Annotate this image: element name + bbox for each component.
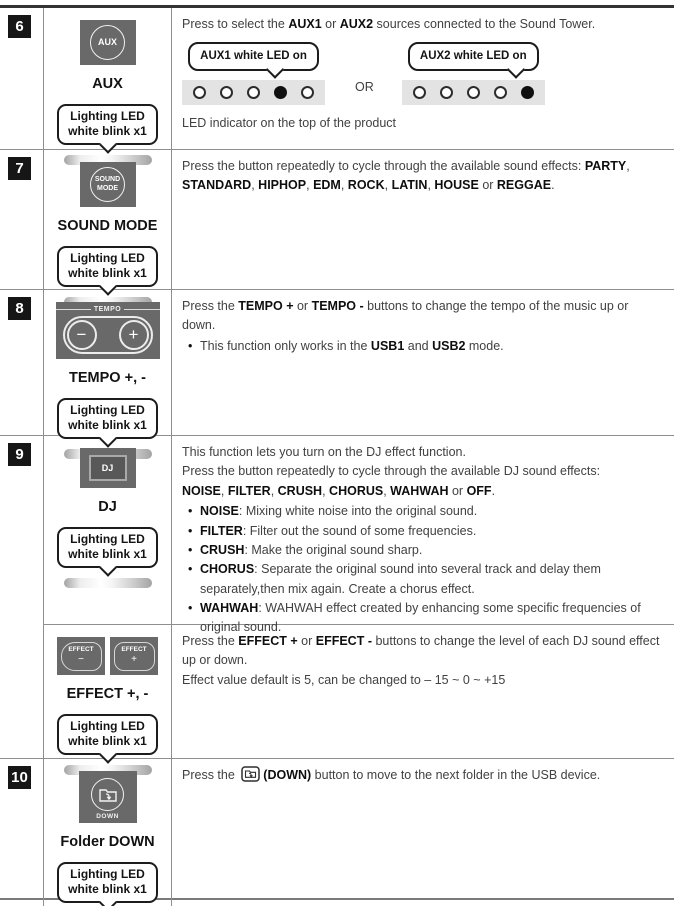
text-segment: Effect value default is 5, can be changed to – 15 ~ 0 ~ +15 xyxy=(182,672,506,687)
text-segment: EFFECT - xyxy=(315,634,372,648)
list-item xyxy=(182,522,662,541)
text-segment: FILTER xyxy=(200,523,243,538)
text-segment: EDM xyxy=(313,178,341,193)
bullet-marker: • xyxy=(188,338,193,353)
text-segment: This function lets you turn on the DJ effect function. xyxy=(182,445,466,459)
sound-mode-description xyxy=(182,157,662,196)
text-segment: CHORUS xyxy=(200,562,255,577)
aux1-led-group xyxy=(182,42,325,104)
folder-down-button-label: Folder DOWN xyxy=(60,834,155,850)
text-segment: or xyxy=(293,299,312,313)
text-segment: mode. xyxy=(465,338,504,353)
sound-mode-description-cell xyxy=(172,150,674,307)
text-segment: Press to select the xyxy=(182,17,289,31)
bullet-marker: • xyxy=(188,601,193,615)
row-tempo xyxy=(0,290,674,436)
text-segment: ROCK xyxy=(347,178,385,193)
tempo-minus-button: − xyxy=(67,320,97,350)
aux1-led-callout: AUX1 white LED on xyxy=(188,42,319,70)
text-segment: : Filter out the sound of some frequencies. xyxy=(242,523,477,538)
row-sound-mode xyxy=(0,150,674,290)
text-segment: Press the button repeatedly to cycle through the available DJ sound effects: xyxy=(182,464,601,479)
text-segment: (DOWN) xyxy=(263,768,312,782)
aux2-led-row xyxy=(402,80,545,105)
text-segment: , xyxy=(220,483,228,498)
subrow-dj xyxy=(44,436,674,635)
led-dot-off xyxy=(193,86,206,99)
text-segment: : Mixing white noise into the original sound. xyxy=(238,504,478,519)
text-segment: : Separate the original sound into several track and delay them separately,then mix again. Create a chorus effect. xyxy=(200,562,601,596)
step-number-badge: 10 xyxy=(8,766,31,789)
sound-mode-button-image xyxy=(80,162,136,207)
text-segment: Press the xyxy=(182,634,239,648)
text-segment: : WAHWAH effect created by enhancing some specific frequencies of original sound. xyxy=(200,601,641,635)
text-segment: or xyxy=(478,178,497,193)
lighting-led-callout: Lighting LED white blink x1 xyxy=(57,714,158,755)
text-segment: , xyxy=(251,178,259,193)
folder-down-button-image xyxy=(79,771,137,823)
text-segment: CRUSH xyxy=(200,542,245,557)
list-item xyxy=(182,541,662,560)
effect-minus-icon: EFFECT − xyxy=(61,642,102,671)
text-segment: Press the xyxy=(182,299,239,313)
step-number-badge: 8 xyxy=(8,297,31,320)
bullet-marker: • xyxy=(188,523,193,538)
folder-down-description-cell xyxy=(172,759,674,906)
aux-description xyxy=(182,15,662,34)
step-number-badge: 7 xyxy=(8,157,31,180)
tempo-pill-outline xyxy=(63,316,153,354)
led-dot-off xyxy=(440,86,453,99)
down-caption: DOWN xyxy=(96,812,119,820)
dj-button-cell xyxy=(44,436,172,638)
text-segment: or xyxy=(448,483,467,498)
text-segment: , xyxy=(322,483,330,498)
lighting-led-callout: Lighting LED white blink x1 xyxy=(57,398,158,439)
led-note: LED indicator on the top of the product xyxy=(182,115,397,130)
text-segment: buttons to change the level of each DJ sound effect up or down. xyxy=(182,634,660,668)
lighting-led-callout: Lighting LED white blink x1 xyxy=(57,527,158,568)
row-dj-effect xyxy=(0,436,674,759)
led-indicator-demo xyxy=(182,42,662,104)
dj-description-line1 xyxy=(182,443,662,462)
dj-description-line2 xyxy=(182,462,662,481)
text-segment: USB1 xyxy=(370,338,405,353)
step-number-badge: 9 xyxy=(8,443,31,466)
led-strip-image xyxy=(64,578,152,588)
folder-down-button-icon xyxy=(91,778,124,811)
divider xyxy=(124,309,159,310)
function-table xyxy=(0,5,674,900)
sound-mode-button-icon: SOUND MODE xyxy=(90,167,125,202)
dj-effect-subrows xyxy=(44,436,674,758)
dj-effects-list xyxy=(182,502,662,638)
subrow-effect xyxy=(44,625,674,758)
aux-button-cell xyxy=(44,8,172,165)
step-number-cell xyxy=(0,759,44,906)
text-segment: NOISE xyxy=(182,483,221,498)
tempo-button-cell xyxy=(44,290,172,459)
text-segment: HOUSE xyxy=(434,178,479,193)
list-item xyxy=(182,502,662,521)
effect-minus-button xyxy=(57,637,105,675)
text-segment: HIPHOP xyxy=(258,178,307,193)
step-number-cell xyxy=(0,8,44,165)
aux-description-cell xyxy=(172,8,674,165)
folder-down-button-cell xyxy=(44,759,172,906)
or-label: OR xyxy=(355,80,374,95)
aux2-led-group xyxy=(402,42,545,104)
tempo-button-label: TEMPO +, - xyxy=(69,370,146,386)
text-segment: TEMPO + xyxy=(238,299,294,313)
row-folder-down xyxy=(0,759,674,898)
text-segment: buttons to change the tempo of the music up or down. xyxy=(182,299,629,333)
led-dot-on xyxy=(521,86,534,99)
text-segment: TEMPO - xyxy=(311,299,364,313)
effect-plus-button xyxy=(110,637,158,675)
text-segment: button to move to the next folder in the USB device. xyxy=(311,768,601,782)
text-segment: USB2 xyxy=(432,338,466,353)
step-number-badge: 6 xyxy=(8,15,31,38)
bullet-marker: • xyxy=(188,542,193,557)
tempo-description-cell xyxy=(172,290,674,459)
text-segment: FILTER xyxy=(227,483,271,498)
lighting-led-callout: Lighting LED white blink x1 xyxy=(57,246,158,287)
tempo-panel-title-row: TEMPO xyxy=(56,306,160,313)
aux2-led-callout: AUX2 white LED on xyxy=(408,42,539,70)
text-segment: Press the button repeatedly to cycle through the available sound effects: xyxy=(182,159,585,173)
led-dot-off xyxy=(413,86,426,99)
aux-button-icon: AUX xyxy=(90,25,125,60)
text-segment: Press the xyxy=(182,768,239,782)
text-segment: : Make the original sound sharp. xyxy=(244,542,423,557)
dj-button-image xyxy=(80,448,136,488)
folder-down-inline-icon xyxy=(241,766,260,788)
text-segment: sources connected to the Sound Tower. xyxy=(373,17,596,31)
text-segment: This function only works in the xyxy=(200,338,371,353)
tempo-description xyxy=(182,297,662,336)
step-number-cell xyxy=(0,436,44,758)
sound-mode-button-cell xyxy=(44,150,172,307)
aux-button-label: AUX xyxy=(92,76,123,92)
led-dot-off xyxy=(494,86,507,99)
text-segment: , xyxy=(384,178,392,193)
text-segment: or xyxy=(321,17,340,31)
dj-description-cell xyxy=(172,436,674,638)
text-segment: , xyxy=(427,178,435,193)
led-dot-off xyxy=(220,86,233,99)
text-segment: AUX2 xyxy=(339,17,374,31)
text-segment: STANDARD xyxy=(182,178,252,193)
text-segment: , xyxy=(340,178,348,193)
tempo-bullet-list xyxy=(182,337,662,356)
lighting-led-callout: Lighting LED white blink x1 xyxy=(57,862,158,903)
led-dot-on xyxy=(274,86,287,99)
text-segment: REGGAE xyxy=(496,178,552,193)
sound-mode-button-label: SOUND MODE xyxy=(57,218,158,234)
effect-description xyxy=(182,632,662,671)
text-segment: and xyxy=(404,338,433,353)
lighting-led-callout: Lighting LED white blink x1 xyxy=(57,104,158,145)
text-segment: WAHWAH xyxy=(200,601,259,615)
text-segment: WAHWAH xyxy=(390,483,449,498)
dj-button-label: DJ xyxy=(98,499,117,515)
effect-plus-icon: EFFECT + xyxy=(114,642,155,671)
text-segment: PARTY xyxy=(584,159,627,173)
folder-down-description xyxy=(182,766,662,788)
folder-down-glyph xyxy=(98,786,118,803)
text-segment: AUX1 xyxy=(288,17,322,31)
list-item xyxy=(182,337,662,356)
dj-button-icon: DJ xyxy=(89,455,127,481)
text-segment: , xyxy=(383,483,391,498)
list-item xyxy=(182,560,662,599)
dj-description-line3 xyxy=(182,482,662,501)
aux1-led-row xyxy=(182,80,325,105)
text-segment: , xyxy=(626,159,630,173)
text-segment: , xyxy=(306,178,314,193)
tempo-plus-button: + xyxy=(119,320,149,350)
divider xyxy=(56,309,91,310)
led-dot-off xyxy=(301,86,314,99)
tempo-button-image xyxy=(56,302,160,359)
text-segment: OFF xyxy=(466,483,492,498)
text-segment: , xyxy=(270,483,278,498)
effect-description-cell xyxy=(172,625,674,775)
text-segment: LATIN xyxy=(391,178,428,193)
aux-button-image xyxy=(80,20,136,65)
effect-value-note xyxy=(182,671,662,690)
text-segment: . xyxy=(551,178,555,193)
led-dot-off xyxy=(247,86,260,99)
effect-button-cell xyxy=(44,625,172,775)
step-number-cell xyxy=(0,150,44,307)
text-segment: or xyxy=(297,634,316,648)
effect-buttons-image xyxy=(57,637,158,675)
effect-button-label: EFFECT +, - xyxy=(66,686,149,702)
text-segment: . xyxy=(491,483,496,498)
row-aux xyxy=(0,8,674,150)
bullet-marker: • xyxy=(188,562,193,577)
bullet-marker: • xyxy=(188,504,193,519)
text-segment: CHORUS xyxy=(329,483,384,498)
text-segment: EFFECT + xyxy=(238,634,298,648)
text-segment: NOISE xyxy=(200,504,239,519)
text-segment: CRUSH xyxy=(277,483,323,498)
led-dot-off xyxy=(467,86,480,99)
step-number-cell xyxy=(0,290,44,459)
